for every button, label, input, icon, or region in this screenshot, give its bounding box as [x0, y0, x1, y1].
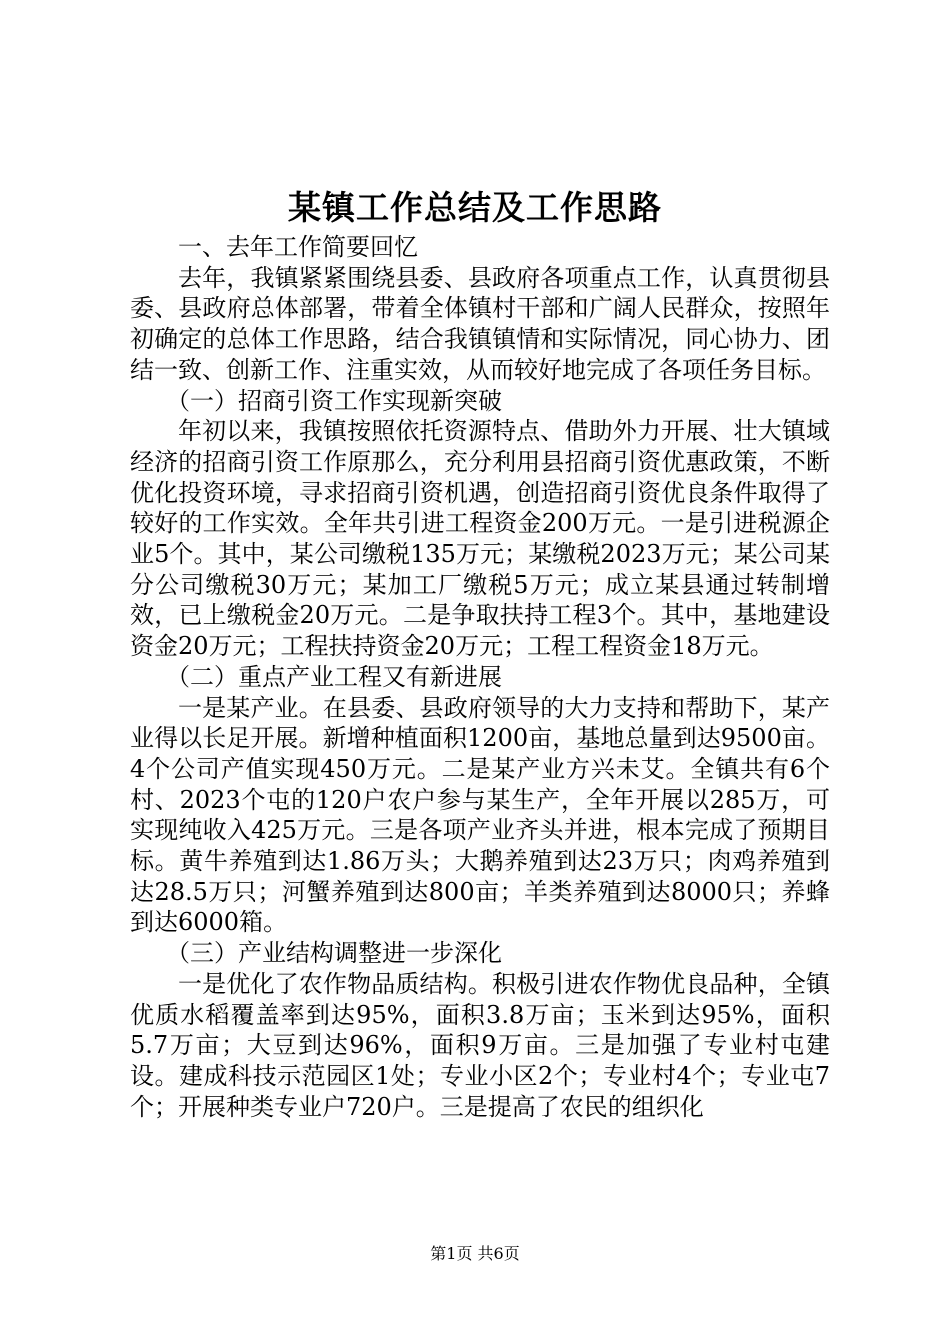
- document-title: 某镇工作总结及工作思路: [288, 188, 662, 227]
- paragraph: 年初以来，我镇按照依托资源特点、借助外力开展、壮大镇域经济的招商引资工作原那么，充分利用县招商引资优惠政策，不断优化投资环境，寻求招商引资机遇，创造招商引资优良条件取得了较好的工作实效。全年共引进工程资金200万元。一是引进税源企业5个。其中，某公司缴税135万元；某缴税2023万元；某公司某分公司缴税30万元；某加工厂缴税5万元；成立某县通过转制增效，已上缴税金20万元。二是争取扶持工程3个。其中，基地建设资金20万元；工程扶持资金20万元；工程工程资金18万元。: [130, 417, 830, 661]
- paragraph: 一是优化了农作物品质结构。积极引进农作物优良品种，全镇优质水稻覆盖率到达95%，面积3.8万亩；玉米到达95%，面积5.7万亩；大豆到达96%，面积9万亩。三是加强了专业村屯建设。建成科技示范园区1处；专业小区2个；专业村4个；专业屯7个；开展种类专业户720户。三是提高了农民的组织化: [130, 969, 830, 1121]
- paragraph: 去年，我镇紧紧围绕县委、县政府各项重点工作，认真贯彻县委、县政府总体部署，带着全体镇村干部和广阔人民群众，按照年初确定的总体工作思路，结合我镇镇情和实际情况，同心协力、团结一致、创新工作、注重实效，从而较好地完成了各项任务目标。: [130, 263, 830, 384]
- document-body: [130, 232, 830, 1122]
- subsection-heading: （二）重点产业工程又有新进展: [166, 662, 502, 691]
- page-number: 第1页 共6页: [430, 1244, 520, 1263]
- section-heading: 一、去年工作简要回忆: [178, 233, 418, 261]
- paragraph: 一是某产业。在县委、县政府领导的大力支持和帮助下，某产业得以长足开展。新增种植面积1200亩，基地总量到达9500亩。4个公司产值实现450万元。二是某产业方兴未艾。全镇共有6个村、2023个屯的120户农户参与某生产，全年开展以285万，可实现纯收入425万元。三是各项产业齐头并进，根本完成了预期目标。黄牛养殖到达1.86万头；大鹅养殖到达23万只；肉鸡养殖到达28.5万只；河蟹养殖到达800亩；羊类养殖到达8000只；养蜂到达6000箱。: [130, 693, 830, 937]
- subsection-heading: （三）产业结构调整进一步深化: [166, 939, 502, 968]
- subsection-heading: （一）招商引资工作实现新突破: [166, 386, 502, 415]
